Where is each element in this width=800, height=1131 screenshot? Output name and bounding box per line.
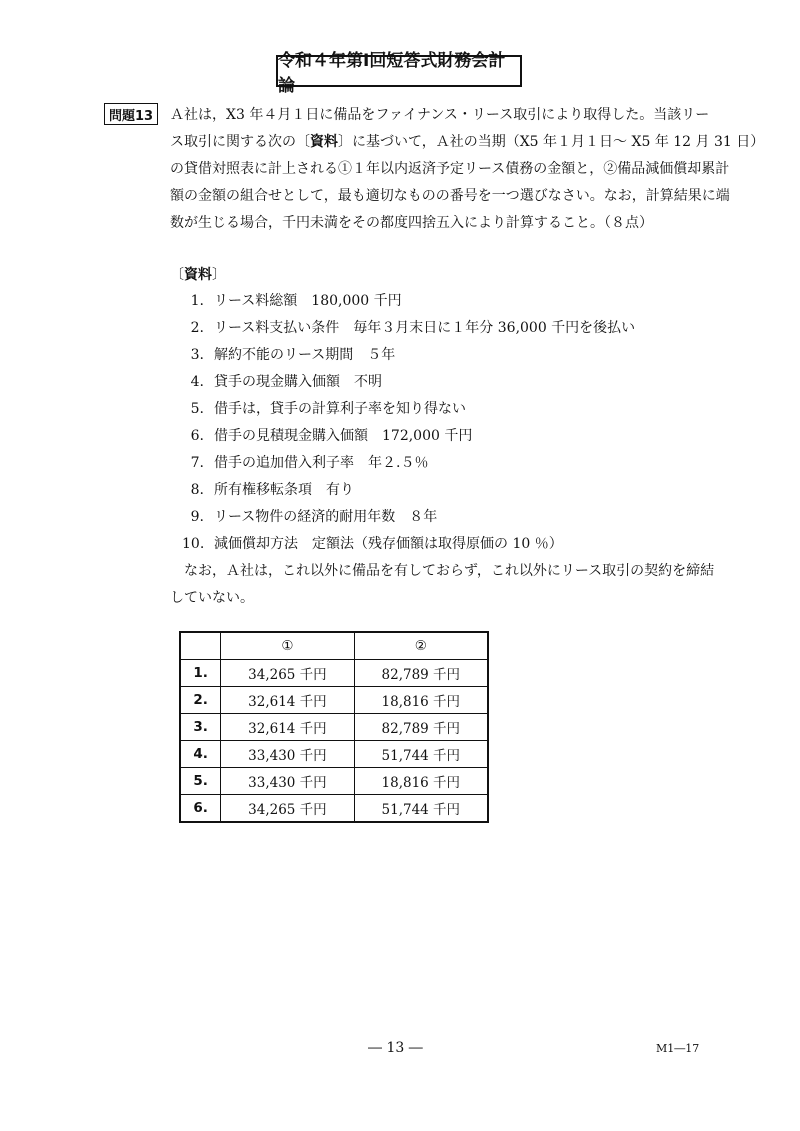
material-item (182, 344, 395, 364)
value-cell-1: 33,430 千円 (221, 768, 354, 795)
item-text: リース料総額 180,000 千円 (214, 293, 402, 309)
option-number: 5. (180, 768, 221, 795)
value-cell-2: 18,816 千円 (354, 687, 488, 714)
material-item (182, 317, 635, 337)
material-item (182, 506, 437, 526)
table-row (180, 714, 488, 741)
header-cell-blank (180, 632, 221, 660)
header-cell-1: ① (221, 632, 354, 660)
item-text: 所有権移転条項 有り (214, 482, 354, 498)
value-cell-2: 51,744 千円 (354, 741, 488, 768)
question-text-segment: 〕に基づいて，Ａ社の当期（X5 年１月１日～ X5 年 12 月 31 日） (338, 134, 765, 150)
material-item (182, 290, 402, 310)
value-cell-2: 82,789 千円 (354, 660, 488, 687)
item-number: 1. (190, 293, 204, 309)
table-row (180, 741, 488, 768)
item-number: 10. (182, 536, 205, 552)
question-text-line-1: Ａ社は，X3 年４月１日に備品をファイナンス・リース取引により取得した。当該リー (170, 107, 710, 123)
material-reference: 資料 (310, 134, 338, 150)
item-text: 貸手の現金購入価額 不明 (214, 374, 382, 390)
question-text-segment: ス取引に関する次の〔 (170, 134, 310, 150)
item-number: 6. (190, 428, 204, 444)
item-number: 8. (190, 482, 204, 498)
item-number: 5. (190, 401, 204, 417)
value-cell-1: 32,614 千円 (221, 714, 354, 741)
material-item (182, 533, 563, 553)
item-text: 解約不能のリース期間 ５年 (214, 347, 396, 363)
item-text: リース物件の経済的耐用年数 ８年 (214, 509, 438, 525)
page-number: ― 13 ― (368, 1040, 423, 1056)
option-number: 1. (180, 660, 221, 687)
option-number: 3. (180, 714, 221, 741)
question-text-line-3: の貸借対照表に計上される①１年以内返済予定リース債務の金額と，②備品減価償却累計 (170, 161, 730, 177)
value-cell-2: 82,789 千円 (354, 714, 488, 741)
value-cell-2: 51,744 千円 (354, 795, 488, 823)
question-text-line-2 (170, 131, 764, 151)
material-item (182, 371, 382, 391)
table-row (180, 768, 488, 795)
item-number: 7. (190, 455, 204, 471)
option-number: 6. (180, 795, 221, 823)
table-header-row (180, 632, 488, 660)
item-text: リース料支払い条件 毎年３月末日に１年分 36,000 千円を後払い (214, 320, 636, 336)
option-number: 4. (180, 741, 221, 768)
material-item (182, 479, 354, 499)
answer-table (179, 631, 489, 823)
table-row (180, 687, 488, 714)
item-number: 2. (190, 320, 204, 336)
value-cell-2: 18,816 千円 (354, 768, 488, 795)
heading-text: 資料 (184, 267, 212, 283)
item-text: 借手は，貸手の計算利子率を知り得ない (214, 401, 466, 417)
value-cell-1: 34,265 千円 (221, 660, 354, 687)
item-text: 借手の追加借入利子率 年２.５％ (214, 455, 429, 471)
option-number: 2. (180, 687, 221, 714)
value-cell-1: 32,614 千円 (221, 687, 354, 714)
question-text-line-5: 数が生じる場合，千円未満をその都度四捨五入により計算すること。（８点） (170, 215, 653, 231)
note-line-2: していない。 (170, 590, 254, 606)
header-cell-2: ② (354, 632, 488, 660)
table-row (180, 660, 488, 687)
exam-title: 令和４年第Ⅰ回短答式財務会計論 (276, 55, 522, 87)
note-line-1: なお，Ａ社は，これ以外に備品を有しておらず，これ以外にリース取引の契約を締結 (184, 563, 715, 579)
question-text-line-4: 額の金額の組合せとして，最も適切なものの番号を一つ選びなさい。なお，計算結果に端 (170, 188, 730, 204)
material-item (182, 398, 466, 418)
value-cell-1: 33,430 千円 (221, 741, 354, 768)
value-cell-1: 34,265 千円 (221, 795, 354, 823)
item-number: 4. (190, 374, 204, 390)
document-code: M1―17 (656, 1042, 700, 1055)
item-text: 減価償却方法 定額法（残存価額は取得原価の 10 ％） (214, 536, 563, 552)
item-number: 3. (190, 347, 204, 363)
item-number: 9. (190, 509, 204, 525)
heading-bracket-close: 〕 (212, 267, 226, 283)
material-item (182, 452, 428, 472)
table-row (180, 795, 488, 823)
heading-bracket-open: 〔 (170, 267, 184, 283)
material-item (182, 425, 472, 445)
materials-heading (170, 264, 226, 284)
item-text: 借手の見積現金購入価額 172,000 千円 (214, 428, 473, 444)
question-number-label: 問題13 (104, 103, 158, 125)
